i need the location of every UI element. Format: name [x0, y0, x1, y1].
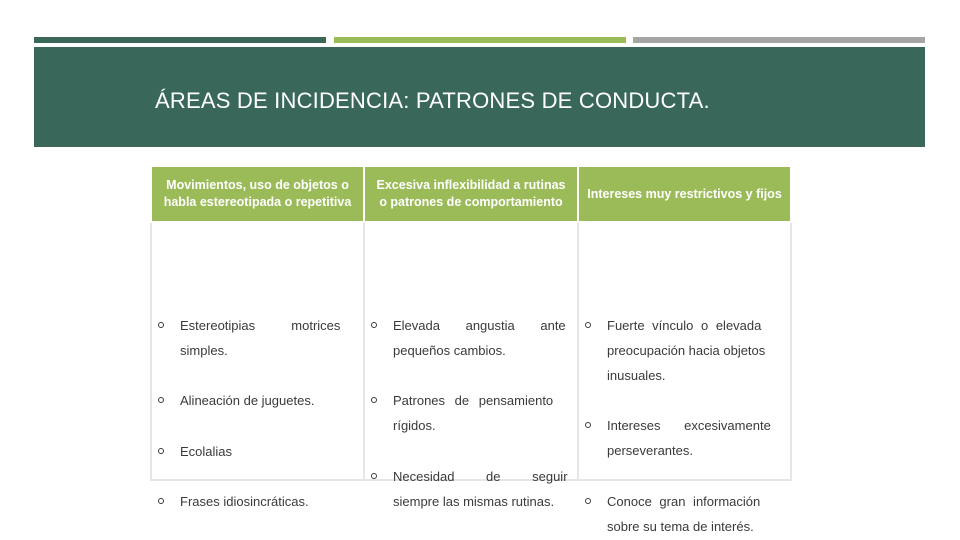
bullet-icon	[585, 322, 591, 328]
bullet-icon	[585, 422, 591, 428]
bullet-icon	[158, 498, 164, 504]
list-item: Conoce gran información sobre su tema de interés.	[607, 489, 782, 539]
bullet-icon	[371, 322, 377, 328]
bullet-icon	[585, 498, 591, 504]
accent-bar-right	[633, 37, 925, 43]
list-item: Estereotipias motrices simples.	[180, 313, 355, 363]
column-header-inflexibility: Excesiva inflexibilidad a rutinas o patrones de comportamiento	[364, 166, 578, 222]
column-cell-interests	[578, 222, 791, 534]
slide-title: ÁREAS DE INCIDENCIA: PATRONES DE CONDUCTA.	[155, 88, 710, 113]
list-item: Ecolalias	[180, 439, 355, 464]
bullet-icon	[158, 397, 164, 403]
accent-bar-middle	[334, 37, 626, 43]
bullet-icon	[371, 473, 377, 479]
list-item: Fuerte vínculo o elevada preocupación hacia objetos inusuales.	[607, 313, 782, 388]
list-item: Frases idiosincráticas.	[180, 489, 355, 514]
accent-bar-left	[34, 37, 326, 43]
list-item: Intereses excesivamente perseverantes.	[607, 413, 782, 463]
column-cell-movements	[151, 222, 364, 509]
column-cell-inflexibility	[364, 222, 578, 509]
column-header-movements: Movimientos, uso de objetos o habla estereotipada o repetitiva	[151, 166, 364, 222]
list-item: Elevada angustia ante pequeños cambios.	[393, 313, 569, 363]
bullet-icon	[371, 397, 377, 403]
column-header-interests: Intereses muy restrictivos y fijos	[578, 166, 791, 222]
bullet-icon	[158, 322, 164, 328]
list-item: Patrones de pensamiento rígidos.	[393, 388, 569, 438]
list-item: Necesidad de seguir siempre las mismas rutinas.	[393, 464, 569, 514]
list-item: Alineación de juguetes.	[180, 388, 355, 413]
bullet-icon	[158, 448, 164, 454]
conduct-table	[150, 165, 792, 534]
